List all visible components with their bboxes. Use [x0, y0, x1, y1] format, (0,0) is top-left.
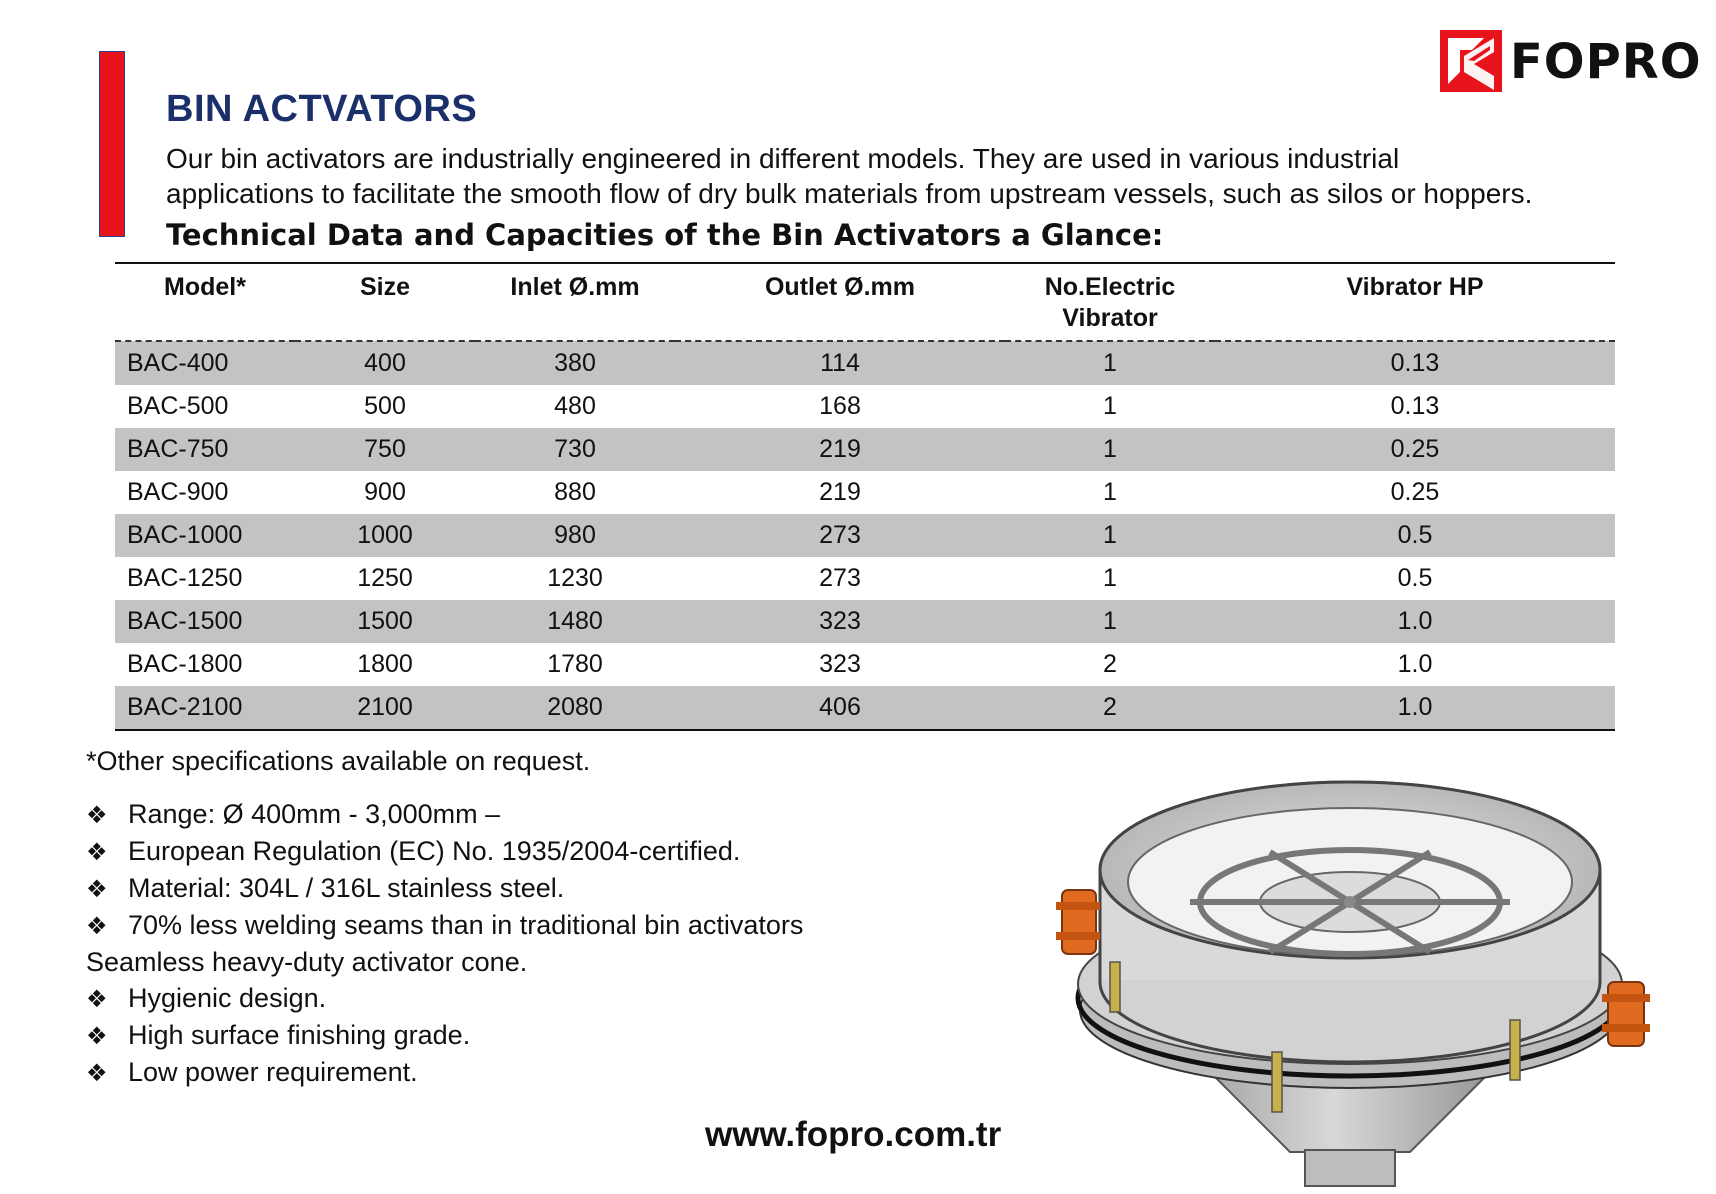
fopro-logo [1440, 30, 1702, 92]
cell-size: 400 [295, 341, 475, 385]
header-outlet: Outlet Ø.mm [675, 263, 1005, 341]
cell-vibrator-hp: 1.0 [1215, 686, 1615, 730]
cell-inlet: 880 [554, 478, 596, 506]
cell-inlet: 2080 [475, 686, 675, 730]
table-row [115, 428, 1615, 471]
feature-text: Low power requirement. [128, 1057, 418, 1087]
cell-vibrator-hp: 0.25 [1390, 478, 1440, 506]
cell-size: 1000 [295, 514, 475, 557]
feature-text: Seamless heavy-duty activator cone. [86, 947, 528, 977]
cell-model: BAC-750 [115, 428, 295, 471]
logo-wordmark: FOPRO [1510, 34, 1702, 90]
cell-inlet: 730 [475, 428, 675, 471]
cell-electric-vibrator: 2 [1103, 650, 1117, 678]
header-inlet: Inlet Ø.mm [475, 263, 675, 341]
cell-model: BAC-900 [127, 478, 229, 506]
cell-inlet: 480 [554, 392, 596, 420]
cell-size: 1250 [357, 564, 413, 592]
cell-electric-vibrator: 1 [1103, 392, 1117, 420]
table-row [115, 385, 1615, 428]
cell-size: 1800 [357, 650, 413, 678]
cell-model: BAC-500 [127, 392, 229, 420]
header-size: Size [295, 263, 475, 341]
cell-vibrator-hp: 1.0 [1215, 600, 1615, 643]
feature-text: High surface finishing grade. [128, 1020, 471, 1050]
table-row [115, 557, 1615, 600]
cell-electric-vibrator: 1 [1005, 600, 1215, 643]
cell-vibrator-hp: 1.0 [1397, 650, 1433, 678]
feature-item [86, 1054, 803, 1091]
cell-outlet: 323 [819, 650, 861, 678]
cell-vibrator-hp: 0.13 [1215, 341, 1615, 385]
table-body [115, 341, 1615, 730]
table-header [115, 263, 1615, 341]
table-row [115, 643, 1615, 686]
cell-vibrator-hp: 0.25 [1215, 428, 1615, 471]
header-electric-vibrator [1005, 263, 1215, 341]
cell-inlet: 1480 [475, 600, 675, 643]
cell-inlet: 1780 [547, 650, 603, 678]
table-row [115, 600, 1615, 643]
cell-electric-vibrator: 1 [1005, 514, 1215, 557]
cell-electric-vibrator: 2 [1005, 686, 1215, 730]
header-model: Model* [115, 263, 295, 341]
cell-outlet: 273 [819, 564, 861, 592]
cell-inlet: 380 [475, 341, 675, 385]
diamond-bullet-icon: ❖ [86, 912, 108, 940]
cell-model: BAC-400 [115, 341, 295, 385]
cell-model: BAC-1800 [127, 650, 243, 678]
cell-outlet: 114 [675, 341, 1005, 385]
diamond-bullet-icon: ❖ [86, 1059, 108, 1087]
cell-vibrator-hp: 0.5 [1215, 514, 1615, 557]
diamond-bullet-icon: ❖ [86, 875, 108, 903]
header-vibrator-hp: Vibrator HP [1215, 263, 1615, 341]
specs-note: *Other specifications available on request. [86, 746, 591, 776]
intro-paragraph [166, 141, 1636, 211]
cell-outlet: 168 [819, 392, 861, 420]
cell-size: 1500 [295, 600, 475, 643]
intro-line-1: Our bin activators are industrially engineered in different models. They are used in various industrial [166, 143, 1400, 174]
cell-outlet: 219 [675, 428, 1005, 471]
cell-electric-vibrator: 1 [1103, 564, 1117, 592]
cell-electric-vibrator: 1 [1005, 341, 1215, 385]
feature-text: Material: 304L / 316L stainless steel. [128, 873, 565, 903]
cell-outlet: 273 [675, 514, 1005, 557]
feature-text: Hygienic design. [128, 983, 327, 1013]
feature-list [86, 796, 803, 1091]
table-row [115, 341, 1615, 385]
feature-text: 70% less welding seams than in traditional bin activators [128, 910, 804, 940]
cell-vibrator-hp: 0.13 [1390, 392, 1440, 420]
cell-inlet: 1230 [547, 564, 603, 592]
intro-line-2: applications to facilitate the smooth flow of dry bulk materials from upstream vessels, such as silos or hoppers. [166, 178, 1533, 209]
table-row [115, 514, 1615, 557]
feature-item [86, 1017, 803, 1054]
cell-size: 750 [295, 428, 475, 471]
feature-text: European Regulation (EC) No. 1935/2004-certified. [128, 836, 741, 866]
feature-text: Range: Ø 400mm - 3,000mm – [128, 799, 501, 829]
cell-electric-vibrator: 1 [1103, 478, 1117, 506]
header-electric-line1: No.Electric [1044, 273, 1176, 301]
diamond-bullet-icon: ❖ [86, 801, 108, 829]
cell-size: 2100 [295, 686, 475, 730]
table-row [115, 471, 1615, 514]
feature-item [86, 907, 803, 944]
cell-model: BAC-1500 [115, 600, 295, 643]
page-title: BIN ACTVATORS [166, 88, 478, 130]
cell-outlet: 323 [675, 600, 1005, 643]
red-accent-bar [99, 51, 125, 237]
table-subtitle: Technical Data and Capacities of the Bin Activators a Glance: [166, 218, 1164, 252]
specs-table [115, 262, 1615, 731]
cell-inlet: 980 [475, 514, 675, 557]
website-url: www.fopro.com.tr [705, 1115, 1002, 1154]
cell-outlet: 219 [819, 478, 861, 506]
cell-electric-vibrator: 1 [1005, 428, 1215, 471]
feature-item [86, 833, 803, 870]
cell-model: BAC-2100 [115, 686, 295, 730]
feature-item [86, 870, 803, 907]
header-electric-line2: Vibrator [1062, 304, 1158, 332]
fopro-logo-mark [1440, 30, 1502, 92]
feature-item [86, 944, 803, 980]
feature-item [86, 796, 803, 833]
diamond-bullet-icon: ❖ [86, 1022, 108, 1050]
cell-model: BAC-1250 [127, 564, 243, 592]
diamond-bullet-icon: ❖ [86, 985, 108, 1013]
bin-activator-product-image [1040, 752, 1680, 1192]
table-row [115, 686, 1615, 730]
cell-model: BAC-1000 [115, 514, 295, 557]
diamond-bullet-icon: ❖ [86, 838, 108, 866]
cell-vibrator-hp: 0.5 [1397, 564, 1433, 592]
cell-size: 500 [364, 392, 406, 420]
feature-item [86, 980, 803, 1017]
cell-outlet: 406 [675, 686, 1005, 730]
cell-size: 900 [364, 478, 406, 506]
